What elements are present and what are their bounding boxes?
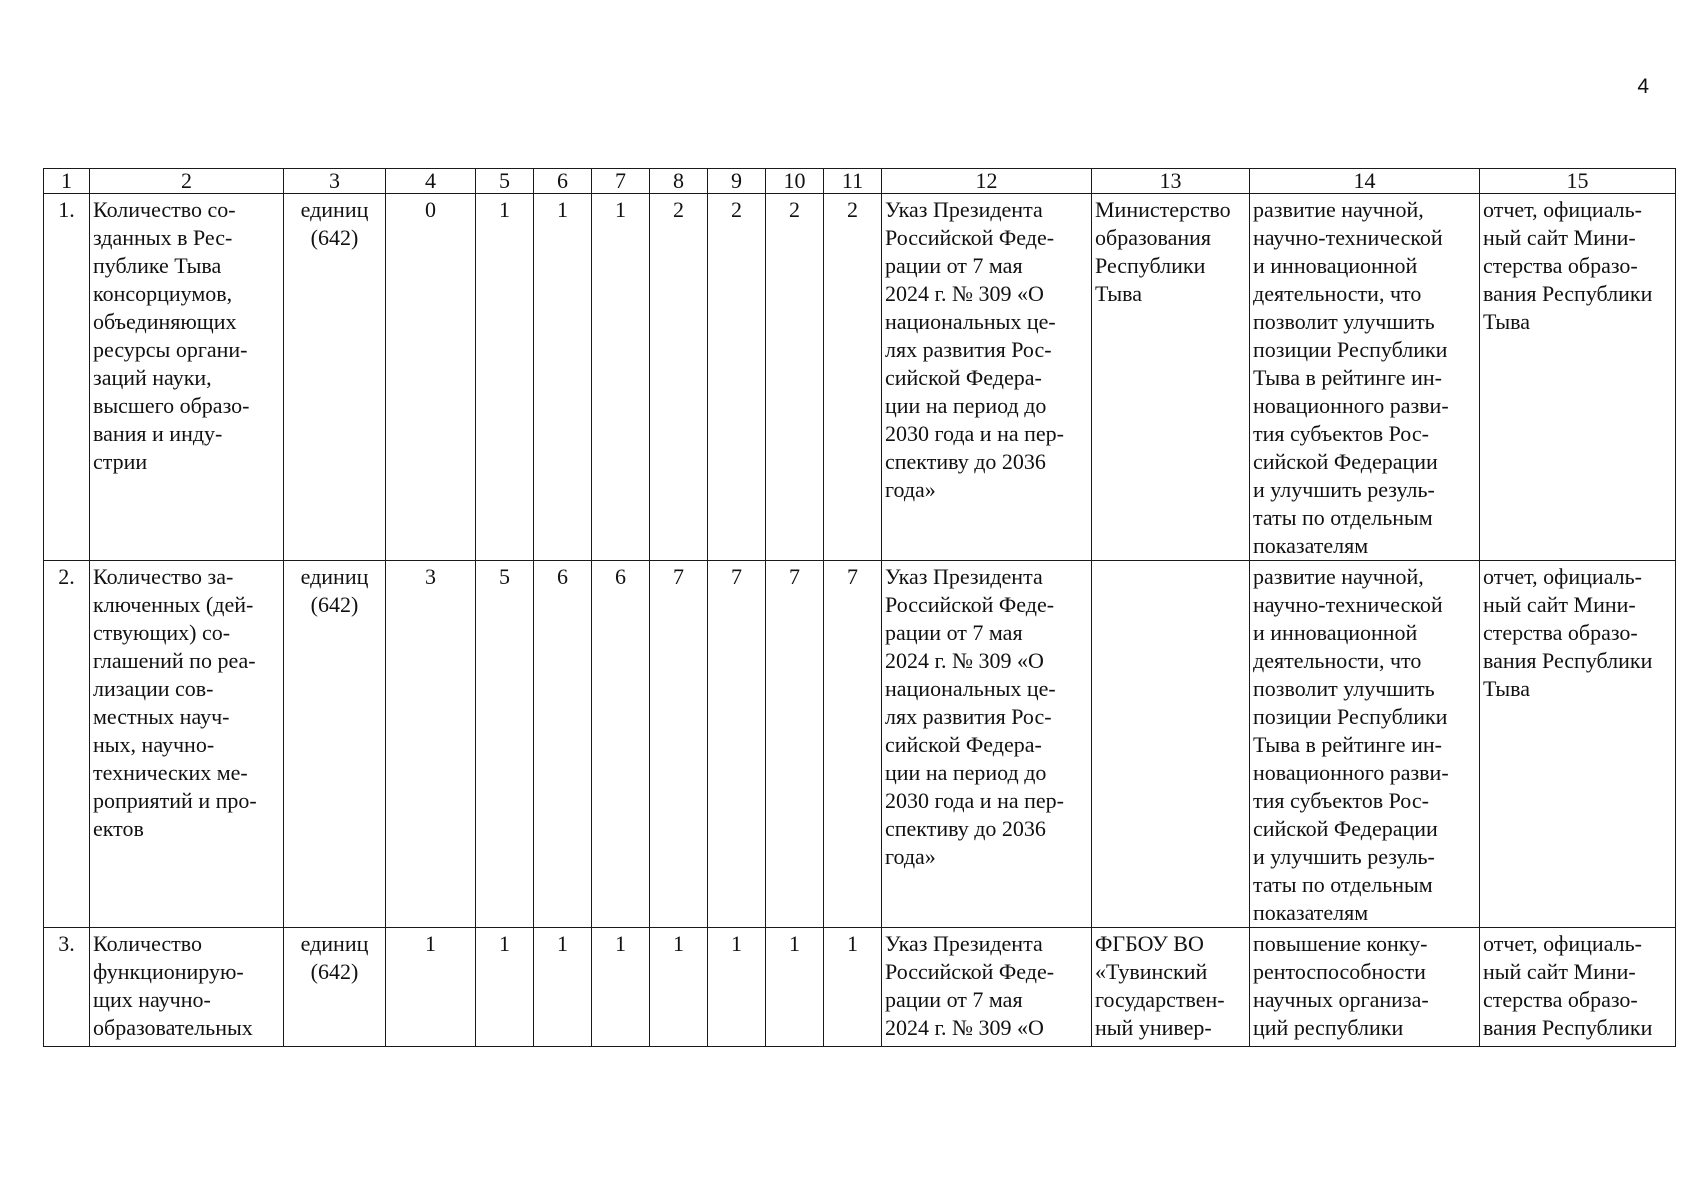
row-number: 3. bbox=[44, 928, 90, 1047]
value-cell: 1 bbox=[592, 928, 650, 1047]
indicator-name: Количество функционирую- щих научно- образовательных bbox=[90, 928, 284, 1047]
value-cell: 7 bbox=[650, 561, 708, 928]
column-number: 3 bbox=[284, 169, 386, 194]
unit-cell: единиц (642) bbox=[284, 928, 386, 1047]
column-number: 6 bbox=[534, 169, 592, 194]
value-cell: 1 bbox=[476, 928, 534, 1047]
value-cell: 1 bbox=[592, 194, 650, 561]
value-cell: 1 bbox=[476, 194, 534, 561]
column-number-row bbox=[44, 169, 1676, 194]
responsible-cell: Министерство образования Республики Тыва bbox=[1092, 194, 1250, 561]
source-cell: отчет, официаль- ный сайт Мини- стерства образо- вания Республики Тыва bbox=[1480, 561, 1676, 928]
result-cell: повышение конку- рентоспособности научных организа- ций республики bbox=[1250, 928, 1480, 1047]
unit-cell: единиц (642) bbox=[284, 194, 386, 561]
value-cell: 5 bbox=[476, 561, 534, 928]
value-cell: 3 bbox=[386, 561, 476, 928]
result-cell: развитие научной, научно-технической и инновационной деятельности, что позволит улучшить позиции Республики Тыва в рейтинге ин- новационного разви- тия субъектов Рос- сийской Федерации и улучшить резуль- таты по отдельным показателям bbox=[1250, 194, 1480, 561]
value-cell: 6 bbox=[592, 561, 650, 928]
column-number: 13 bbox=[1092, 169, 1250, 194]
column-number: 5 bbox=[476, 169, 534, 194]
source-cell: отчет, официаль- ный сайт Мини- стерства образо- вания Республики bbox=[1480, 928, 1676, 1047]
row-number: 2. bbox=[44, 561, 90, 928]
table-row bbox=[44, 928, 1676, 1047]
value-cell: 2 bbox=[766, 194, 824, 561]
value-cell: 1 bbox=[766, 928, 824, 1047]
value-cell: 1 bbox=[650, 928, 708, 1047]
unit-cell: единиц (642) bbox=[284, 561, 386, 928]
value-cell: 2 bbox=[824, 194, 882, 561]
responsible-cell bbox=[1092, 561, 1250, 928]
value-cell: 1 bbox=[534, 194, 592, 561]
column-number: 14 bbox=[1250, 169, 1480, 194]
indicator-name: Количество со- зданных в Рес- публике Тыва консорциумов, объединяющих ресурсы органи- заций науки, высшего образо- вания и инду- стрии bbox=[90, 194, 284, 561]
value-cell: 1 bbox=[824, 928, 882, 1047]
result-cell: развитие научной, научно-технической и инновационной деятельности, что позволит улучшить позиции Республики Тыва в рейтинге ин- новационного разви- тия субъектов Рос- сийской Федерации и улучшить резуль- таты по отдельным показателям bbox=[1250, 561, 1480, 928]
column-number: 9 bbox=[708, 169, 766, 194]
value-cell: 6 bbox=[534, 561, 592, 928]
column-number: 1 bbox=[44, 169, 90, 194]
column-number: 8 bbox=[650, 169, 708, 194]
value-cell: 1 bbox=[534, 928, 592, 1047]
table-row bbox=[44, 194, 1676, 561]
basis-cell: Указ Президента Российской Феде- рации от 7 мая 2024 г. № 309 «О национальных це- лях развития Рос- сийской Федера- ции на период до 2030 года и на пер- спективу до 2036 года» bbox=[882, 561, 1092, 928]
value-cell: 1 bbox=[708, 928, 766, 1047]
row-number: 1. bbox=[44, 194, 90, 561]
value-cell: 0 bbox=[386, 194, 476, 561]
responsible-cell: ФГБОУ ВО «Тувинский государствен- ный универ- bbox=[1092, 928, 1250, 1047]
value-cell: 7 bbox=[824, 561, 882, 928]
indicators-table bbox=[43, 168, 1676, 1047]
table-row bbox=[44, 561, 1676, 928]
column-number: 11 bbox=[824, 169, 882, 194]
indicator-name: Количество за- ключенных (дей- ствующих) со- глашений по реа- лизации сов- местных науч- ных, научно- технических ме- роприятий и про- ектов bbox=[90, 561, 284, 928]
column-number: 10 bbox=[766, 169, 824, 194]
value-cell: 2 bbox=[708, 194, 766, 561]
column-number: 7 bbox=[592, 169, 650, 194]
column-number: 2 bbox=[90, 169, 284, 194]
page-number: 4 bbox=[1637, 75, 1649, 98]
value-cell: 2 bbox=[650, 194, 708, 561]
source-cell: отчет, официаль- ный сайт Мини- стерства образо- вания Республики Тыва bbox=[1480, 194, 1676, 561]
column-number: 15 bbox=[1480, 169, 1676, 194]
value-cell: 7 bbox=[708, 561, 766, 928]
basis-cell: Указ Президента Российской Феде- рации от 7 мая 2024 г. № 309 «О национальных це- лях развития Рос- сийской Федера- ции на период до 2030 года и на пер- спективу до 2036 года» bbox=[882, 194, 1092, 561]
value-cell: 7 bbox=[766, 561, 824, 928]
value-cell: 1 bbox=[386, 928, 476, 1047]
column-number: 4 bbox=[386, 169, 476, 194]
basis-cell: Указ Президента Российской Феде- рации от 7 мая 2024 г. № 309 «О bbox=[882, 928, 1092, 1047]
column-number: 12 bbox=[882, 169, 1092, 194]
